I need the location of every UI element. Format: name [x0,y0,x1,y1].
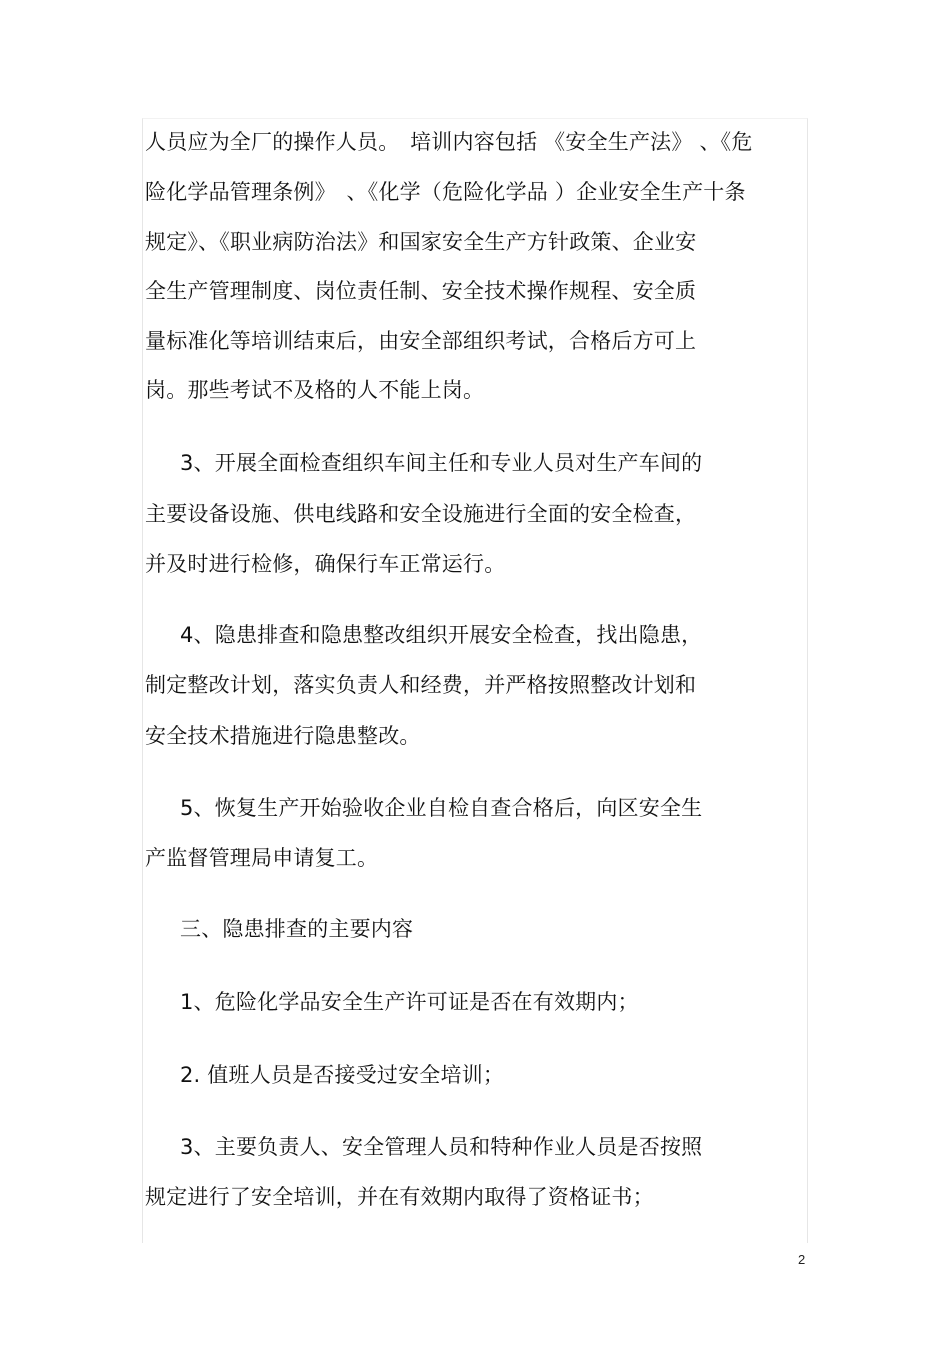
paragraph-line: 险化学品管理条例》 、《化学（危险化学品 ）企业安全生产十条 [145,180,746,204]
list-item-5-line: 5、恢复生产开始验收企业自检自查合格后，向区安全生 [180,796,703,820]
paragraph-line: 人员应为全厂的操作人员。 培训内容包括 《安全生产法》 、《危 [145,130,753,154]
list-item-3-line: 3、开展全面检查组织车间主任和专业人员对生产车间的 [180,451,703,475]
paragraph-line: 制定整改计划，落实负责人和经费，并严格按照整改计划和 [145,673,697,697]
paragraph-line: 全生产管理制度、岗位责任制、安全技术操作规程、安全质 [145,279,697,303]
list-item-line: 2. 值班人员是否接受过安全培训； [180,1063,505,1087]
paragraph-line: 规定》、《职业病防治法》和国家安全生产方针政策、企业安 [145,230,697,254]
paragraph-line: 安全技术措施进行隐患整改。 [145,724,421,748]
section-heading: 三、隐患排查的主要内容 [180,917,414,941]
paragraph-line: 岗。那些考试不及格的人不能上岗。 [145,378,485,402]
list-item-4-line: 4、隐患排查和隐患整改组织开展安全检查，找出隐患， [180,623,703,647]
list-item-line: 3、主要负责人、安全管理人员和特种作业人员是否按照 [180,1135,703,1159]
page-number: 2 [798,1252,806,1267]
paragraph-line: 主要设备设施、供电线路和安全设施进行全面的安全检查， [145,502,697,526]
list-item-line: 1、危险化学品安全生产许可证是否在有效期内； [180,990,639,1014]
paragraph-line: 量标准化等培训结束后，由安全部组织考试，合格后方可上 [145,329,697,353]
paragraph-line: 产监督管理局申请复工。 [145,846,379,870]
paragraph-line: 规定进行了安全培训，并在有效期内取得了资格证书； [145,1185,654,1209]
paragraph-line: 并及时进行检修，确保行车正常运行。 [145,552,506,576]
